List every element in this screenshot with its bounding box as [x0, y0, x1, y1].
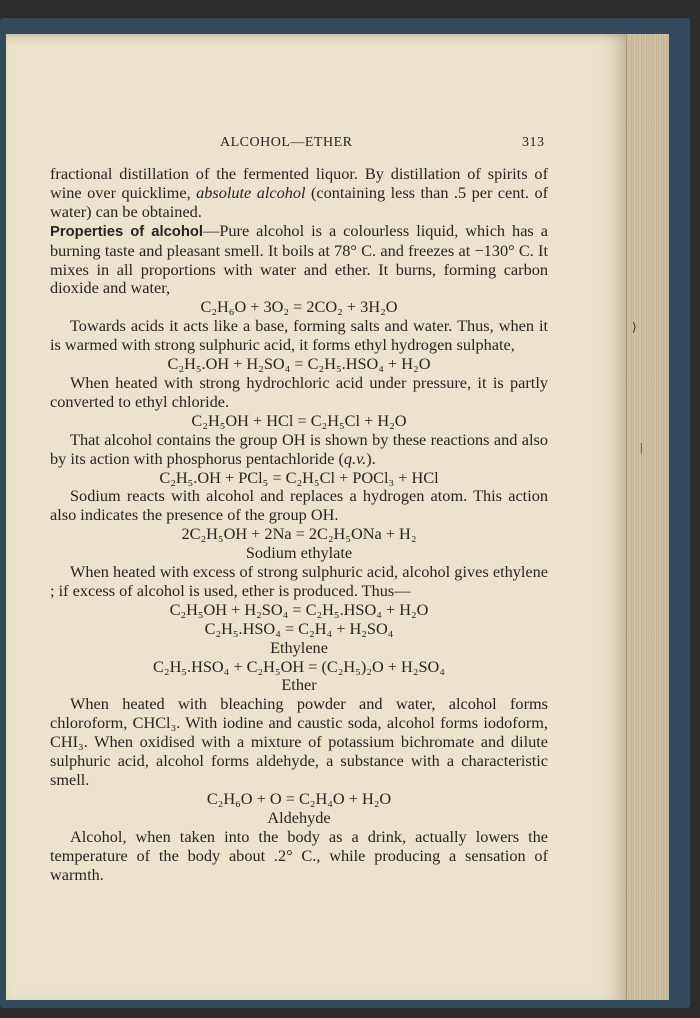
page-edges [626, 34, 669, 1000]
label-ethylene: Ethylene [270, 637, 328, 657]
equation-ethyl-chloride: C₂H₅OH + HCl = C₂H₅Cl + H₂O [191, 410, 407, 430]
paragraph-sodium: Sodium reacts with alcohol and replaces a hydrogen atom. This action also indicates the presence of the group OH. [50, 486, 548, 525]
book-page [6, 34, 626, 1000]
equation-ether-step1: C₂H₅OH + H₂SO₄ = C₂H₅.HSO₄ + H₂O [169, 599, 429, 619]
header-title: ALCOHOL—ETHER [220, 135, 353, 150]
page-number: 313 [522, 135, 545, 150]
label-ether: Ether [281, 675, 317, 695]
equation-sulphate: C₂H₅.OH + H₂SO₄ = C₂H₅.HSO₄ + H₂O [167, 354, 431, 374]
equation-pentachloride: C₂H₅.OH + PCl₅ = C₂H₅Cl + POCl₃ + HCl [159, 467, 439, 487]
paragraph-oh-group: That alcohol contains the group OH is shown by these reactions and also by its action with phosphorus pentachloride (q.v.). [50, 429, 548, 468]
paragraph-acids: Towards acids it acts like a base, forming salts and water. Thus, when it is warmed with strong sulphuric acid, it forms ethyl hydrogen sulphate, [50, 316, 548, 355]
italic-term: absolute alcohol [196, 182, 306, 202]
paragraph-ethylene: When heated with excess of strong sulphuric acid, alcohol gives ethylene ; if excess of alcohol is used, ether is produced. Thus— [50, 562, 548, 600]
running-header [6, 135, 626, 155]
label-aldehyde: Aldehyde [267, 807, 331, 827]
label-sodium-ethylate: Sodium ethylate [245, 543, 353, 563]
equation-sodium: 2C₂H₅OH + 2Na = 2C₂H₅ONa + H₂ [181, 524, 417, 544]
paragraph-body-temperature: Alcohol, when taken into the body as a drink, actually lowers the temperature of the body about .2° C., while producing a sensation of warmth. [50, 826, 548, 884]
margin-mark: | [640, 440, 643, 454]
paragraph-hydrochloric: When heated with strong hydrochloric acid under pressure, it is partly converted to ethyl chloride. [50, 372, 548, 411]
equation-combustion: C₂H₆O + 3O₂ = 2CO₂ + 3H₂O [200, 297, 398, 317]
paragraph-properties: Properties of alcohol—Pure alcohol is a colourless liquid, which has a burning taste and pleasant smell. It boils at 78° C. and freezes at −130° C. It mixes in all proportions with water and ether. It burns, forming carbon dioxide and water, [50, 220, 548, 298]
italic-reference: q.v. [343, 448, 367, 468]
page-body [50, 165, 548, 884]
paragraph-bleaching: When heated with bleaching powder and water, alcohol forms chloroform, CHCl₃. With iodine and caustic soda, alcohol forms iodoform, CHI₃. When oxidised with a mixture of potassium bichromate and dilute sulphuric acid, alcohol forms aldehyde, a substance with a characteristic smell. [50, 694, 548, 789]
equation-ethylene: C₂H₅.HSO₄ = C₂H₄ + H₂SO₄ [204, 618, 394, 638]
section-heading: Properties of alcohol [50, 223, 204, 240]
equation-ether: C₂H₅.HSO₄ + C₂H₅OH = (C₂H₅)₂O + H₂SO₄ [153, 656, 445, 676]
equation-aldehyde: C₂H₆O + O = C₂H₄O + H₂O [206, 788, 392, 808]
margin-mark: ⟩ [632, 320, 637, 334]
paragraph-distillation: fractional distillation of the fermented liquor. By distillation of spirits of wine over quicklime, absolute alcohol (containing less than .5 per cent. of water) can be obtained. [50, 164, 549, 221]
